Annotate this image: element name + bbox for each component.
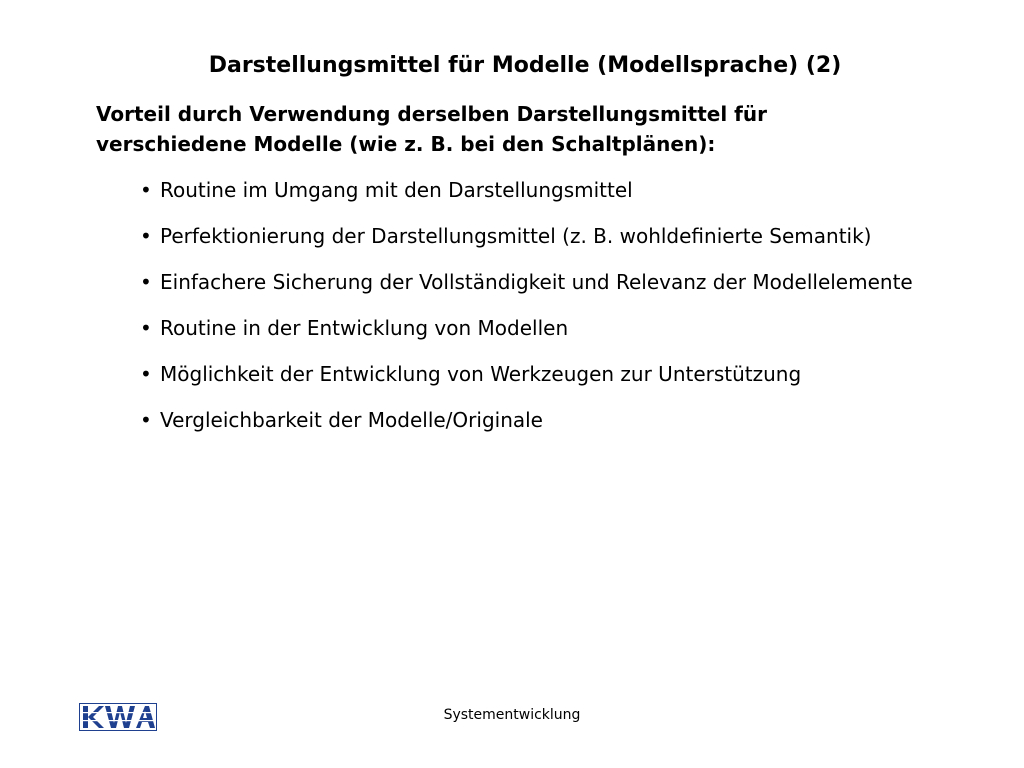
bullet-dot-icon: • [140, 362, 152, 386]
bullet-item [140, 175, 940, 205]
bullet-text: Routine in der Entwicklung von Modellen [160, 316, 569, 340]
bullet-dot-icon: • [140, 224, 152, 248]
intro-line-1: Vorteil durch Verwendung derselben Darstellungsmittel für [96, 102, 767, 126]
bullet-item [140, 359, 940, 389]
footer-label: Systementwicklung [443, 707, 581, 723]
bullet-dot-icon: • [140, 316, 152, 340]
intro-line-2: verschiedene Modelle (wie z. B. bei den Schaltplänen): [96, 132, 716, 156]
bullet-text: Routine im Umgang mit den Darstellungsmittel [160, 178, 633, 202]
bullet-list [140, 175, 940, 451]
slide-title: Darstellungsmittel für Modelle (Modellsprache) (2) [208, 53, 842, 78]
bullet-dot-icon: • [140, 178, 152, 202]
bullet-text: Möglichkeit der Entwicklung von Werkzeugen zur Unterstützung [160, 362, 802, 386]
bullet-dot-icon: • [140, 408, 152, 432]
bullet-item [140, 221, 940, 251]
bullet-dot-icon: • [140, 270, 152, 294]
bullet-item [140, 405, 940, 435]
intro-text [96, 99, 956, 159]
bullet-text: Vergleichbarkeit der Modelle/Originale [160, 408, 543, 432]
bullet-item [140, 313, 940, 343]
bullet-text: Perfektionierung der Darstellungsmittel (z. B. wohldefinierte Semantik) [160, 224, 872, 248]
bullet-text: Einfachere Sicherung der Vollständigkeit und Relevanz der Modellelemente [160, 270, 913, 294]
bullet-item [140, 267, 940, 297]
